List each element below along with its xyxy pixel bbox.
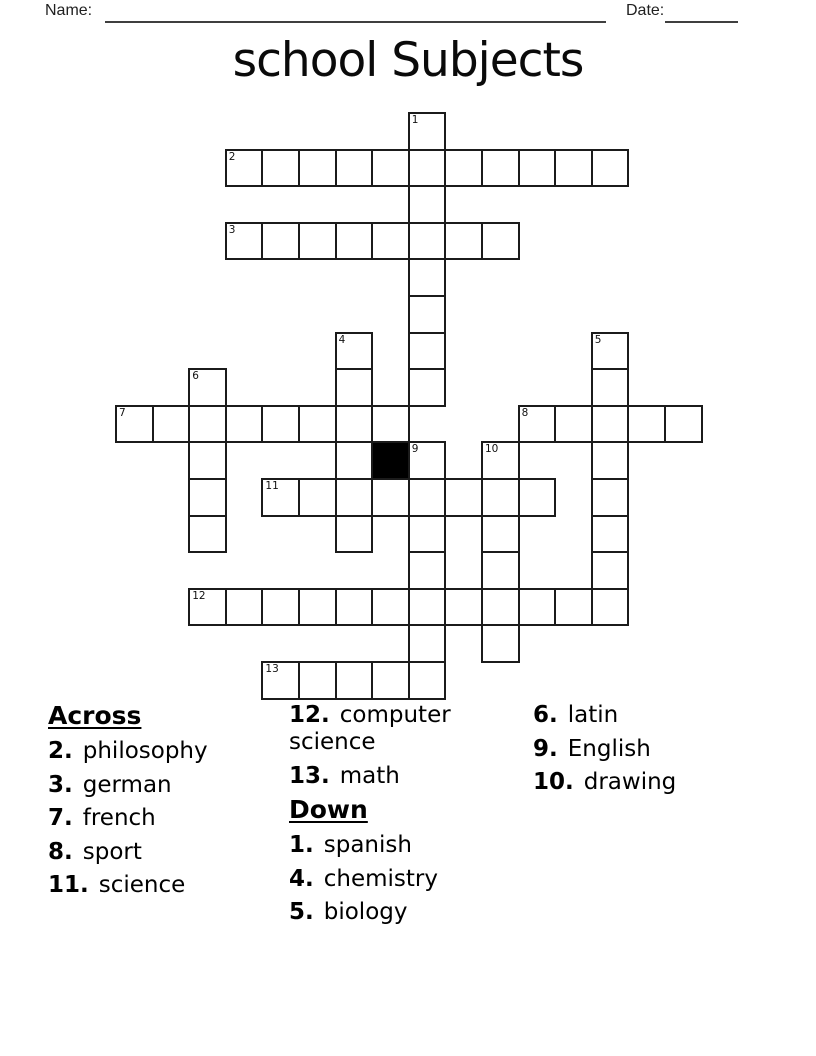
grid-cell[interactable] <box>554 588 593 627</box>
grid-cell[interactable] <box>371 222 410 261</box>
clue-text: philosophy <box>82 738 208 764</box>
clue-item <box>533 736 783 763</box>
date-label: Date: <box>626 2 665 19</box>
grid-cell[interactable] <box>408 295 447 334</box>
grid-cell[interactable] <box>298 222 337 261</box>
cell-number: 11 <box>265 480 279 492</box>
grid-cell[interactable] <box>627 405 666 444</box>
grid-cell[interactable] <box>225 405 264 444</box>
grid-cell[interactable] <box>481 149 520 188</box>
clue-number: 7. <box>48 805 73 831</box>
grid-cell[interactable] <box>152 405 191 444</box>
clue-item <box>48 738 273 765</box>
grid-cell[interactable] <box>335 222 374 261</box>
clue-item <box>48 805 273 832</box>
grid-cell[interactable] <box>591 588 630 627</box>
clue-text: biology <box>323 899 408 925</box>
grid-cell[interactable] <box>188 405 227 444</box>
grid-cell[interactable] <box>261 661 300 700</box>
grid-cell[interactable] <box>408 551 447 590</box>
clue-number: 11. <box>48 872 89 898</box>
grid-cell[interactable] <box>408 258 447 297</box>
grid-cell[interactable] <box>298 588 337 627</box>
clue-item <box>533 769 783 796</box>
grid-cell[interactable] <box>335 441 374 480</box>
clues-heading-down: Down <box>289 795 368 824</box>
clue-number: 8. <box>48 838 73 865</box>
grid-cell[interactable] <box>481 551 520 590</box>
grid-cell[interactable] <box>444 588 483 627</box>
cell-number: 5 <box>594 333 602 346</box>
grid-cell[interactable] <box>261 149 300 188</box>
clue-item <box>48 872 273 899</box>
cell-number: 10 <box>485 443 499 456</box>
grid-cell[interactable] <box>188 368 227 407</box>
clue-text: latin <box>567 702 619 728</box>
grid-cell[interactable] <box>335 149 374 188</box>
grid-cell[interactable] <box>408 441 447 480</box>
grid-cell[interactable] <box>225 222 264 261</box>
clue-number: 5. <box>289 899 314 925</box>
clue-text: computer science <box>289 702 451 755</box>
grid-cell[interactable] <box>335 661 374 700</box>
clue-item <box>48 772 273 799</box>
grid-cell[interactable] <box>188 515 227 554</box>
clue-item <box>289 702 471 756</box>
grid-cell[interactable] <box>481 478 520 517</box>
grid-cell[interactable] <box>188 478 227 517</box>
grid-cell[interactable] <box>444 222 483 261</box>
clue-item <box>289 832 471 859</box>
grid-cell[interactable] <box>335 588 374 627</box>
grid-cell[interactable] <box>115 405 154 444</box>
grid-cell[interactable] <box>371 478 410 517</box>
cell-number: 6 <box>192 370 199 383</box>
cell-number: 8 <box>521 406 529 419</box>
grid-cell[interactable] <box>335 332 374 371</box>
clue-text: sport <box>82 838 142 865</box>
cell-number: 7 <box>119 406 126 419</box>
grid-cell[interactable] <box>591 368 630 407</box>
grid-cell[interactable] <box>481 515 520 554</box>
clue-number: 9. <box>533 735 558 762</box>
grid-cell[interactable] <box>371 588 410 627</box>
cell-number: 9 <box>411 443 419 456</box>
clue-item <box>289 866 471 893</box>
grid-cell[interactable] <box>225 149 264 188</box>
grid-cell[interactable] <box>261 222 300 261</box>
grid-cell[interactable] <box>591 441 630 480</box>
clue-number: 10. <box>533 769 574 795</box>
grid-cell[interactable] <box>298 478 337 517</box>
clue-text: spanish <box>323 832 412 858</box>
grid-cell[interactable] <box>371 405 410 444</box>
clue-column-1 <box>48 702 273 906</box>
grid-cell[interactable] <box>298 149 337 188</box>
clue-item <box>48 839 273 866</box>
grid-cell[interactable] <box>188 588 227 627</box>
grid-cell[interactable] <box>408 588 447 627</box>
grid-cell[interactable] <box>298 405 337 444</box>
grid-cell[interactable] <box>408 515 447 554</box>
clue-number: 13. <box>289 762 330 789</box>
grid-cell[interactable] <box>481 624 520 663</box>
clue-number: 1. <box>289 832 314 858</box>
cell-number: 4 <box>338 333 346 346</box>
clue-text: chemistry <box>323 865 438 892</box>
clue-text: science <box>98 872 186 898</box>
grid-cell[interactable] <box>261 588 300 627</box>
grid-cell[interactable] <box>371 661 410 700</box>
grid-cell[interactable] <box>444 478 483 517</box>
grid-cell[interactable] <box>554 405 593 444</box>
clue-text: drawing <box>583 769 677 795</box>
grid-cell[interactable] <box>408 185 447 224</box>
grid-cell[interactable] <box>335 368 374 407</box>
grid-cell[interactable] <box>591 149 630 188</box>
grid-cell[interactable] <box>335 478 374 517</box>
clue-item <box>533 702 783 729</box>
grid-cell[interactable] <box>591 332 630 371</box>
grid-cell[interactable] <box>481 222 520 261</box>
grid-cell[interactable] <box>518 405 557 444</box>
grid-cell[interactable] <box>481 588 520 627</box>
grid-cell[interactable] <box>335 405 374 444</box>
cell-number: 2 <box>228 150 236 163</box>
grid-cell[interactable] <box>408 368 447 407</box>
grid-cell[interactable] <box>591 515 630 554</box>
grid-cell[interactable] <box>554 149 593 188</box>
cell-number: 1 <box>411 114 419 126</box>
grid-cell[interactable] <box>261 405 300 444</box>
grid-cell[interactable] <box>408 222 447 261</box>
cell-number: 13 <box>265 663 279 675</box>
clue-text: math <box>339 762 400 789</box>
clue-number: 3. <box>48 771 73 798</box>
grid-cell[interactable] <box>664 405 703 444</box>
name-label: Name: <box>45 2 93 19</box>
cell-number: 12 <box>192 589 206 602</box>
clue-column-3 <box>533 702 783 803</box>
clue-text: german <box>82 771 172 798</box>
grid-cell[interactable] <box>518 588 557 627</box>
grid-cell[interactable] <box>371 149 410 188</box>
clue-item <box>289 899 471 926</box>
clue-number: 6. <box>533 702 558 728</box>
grid-cell[interactable] <box>188 441 227 480</box>
grid-cell[interactable] <box>298 661 337 700</box>
clue-item <box>289 763 471 790</box>
clue-column-2 <box>289 702 471 933</box>
grid-cell[interactable] <box>591 405 630 444</box>
grid-cell[interactable] <box>591 551 630 590</box>
clue-text: English <box>567 735 651 762</box>
grid-cell[interactable] <box>518 478 557 517</box>
clues-heading-across: Across <box>48 701 142 730</box>
clue-text: french <box>82 805 156 831</box>
grid-cell[interactable] <box>591 478 630 517</box>
grid-cell[interactable] <box>444 149 483 188</box>
grid-cell[interactable] <box>518 149 557 188</box>
clue-number: 12. <box>289 702 330 728</box>
grid-cell[interactable] <box>335 515 374 554</box>
clue-number: 2. <box>48 738 73 764</box>
page-title: school Subjects <box>232 33 584 88</box>
grid-blocked-cell <box>371 441 410 480</box>
grid-cell[interactable] <box>261 478 300 517</box>
clue-number: 4. <box>289 865 314 892</box>
grid-cell[interactable] <box>225 588 264 627</box>
grid-cell[interactable] <box>408 332 447 371</box>
grid-cell[interactable] <box>408 661 447 700</box>
cell-number: 3 <box>228 223 236 236</box>
grid-cell[interactable] <box>408 478 447 517</box>
grid-cell[interactable] <box>408 624 447 663</box>
grid-cell[interactable] <box>408 149 447 188</box>
grid-cell[interactable] <box>481 441 520 480</box>
grid-cell[interactable] <box>408 112 447 151</box>
